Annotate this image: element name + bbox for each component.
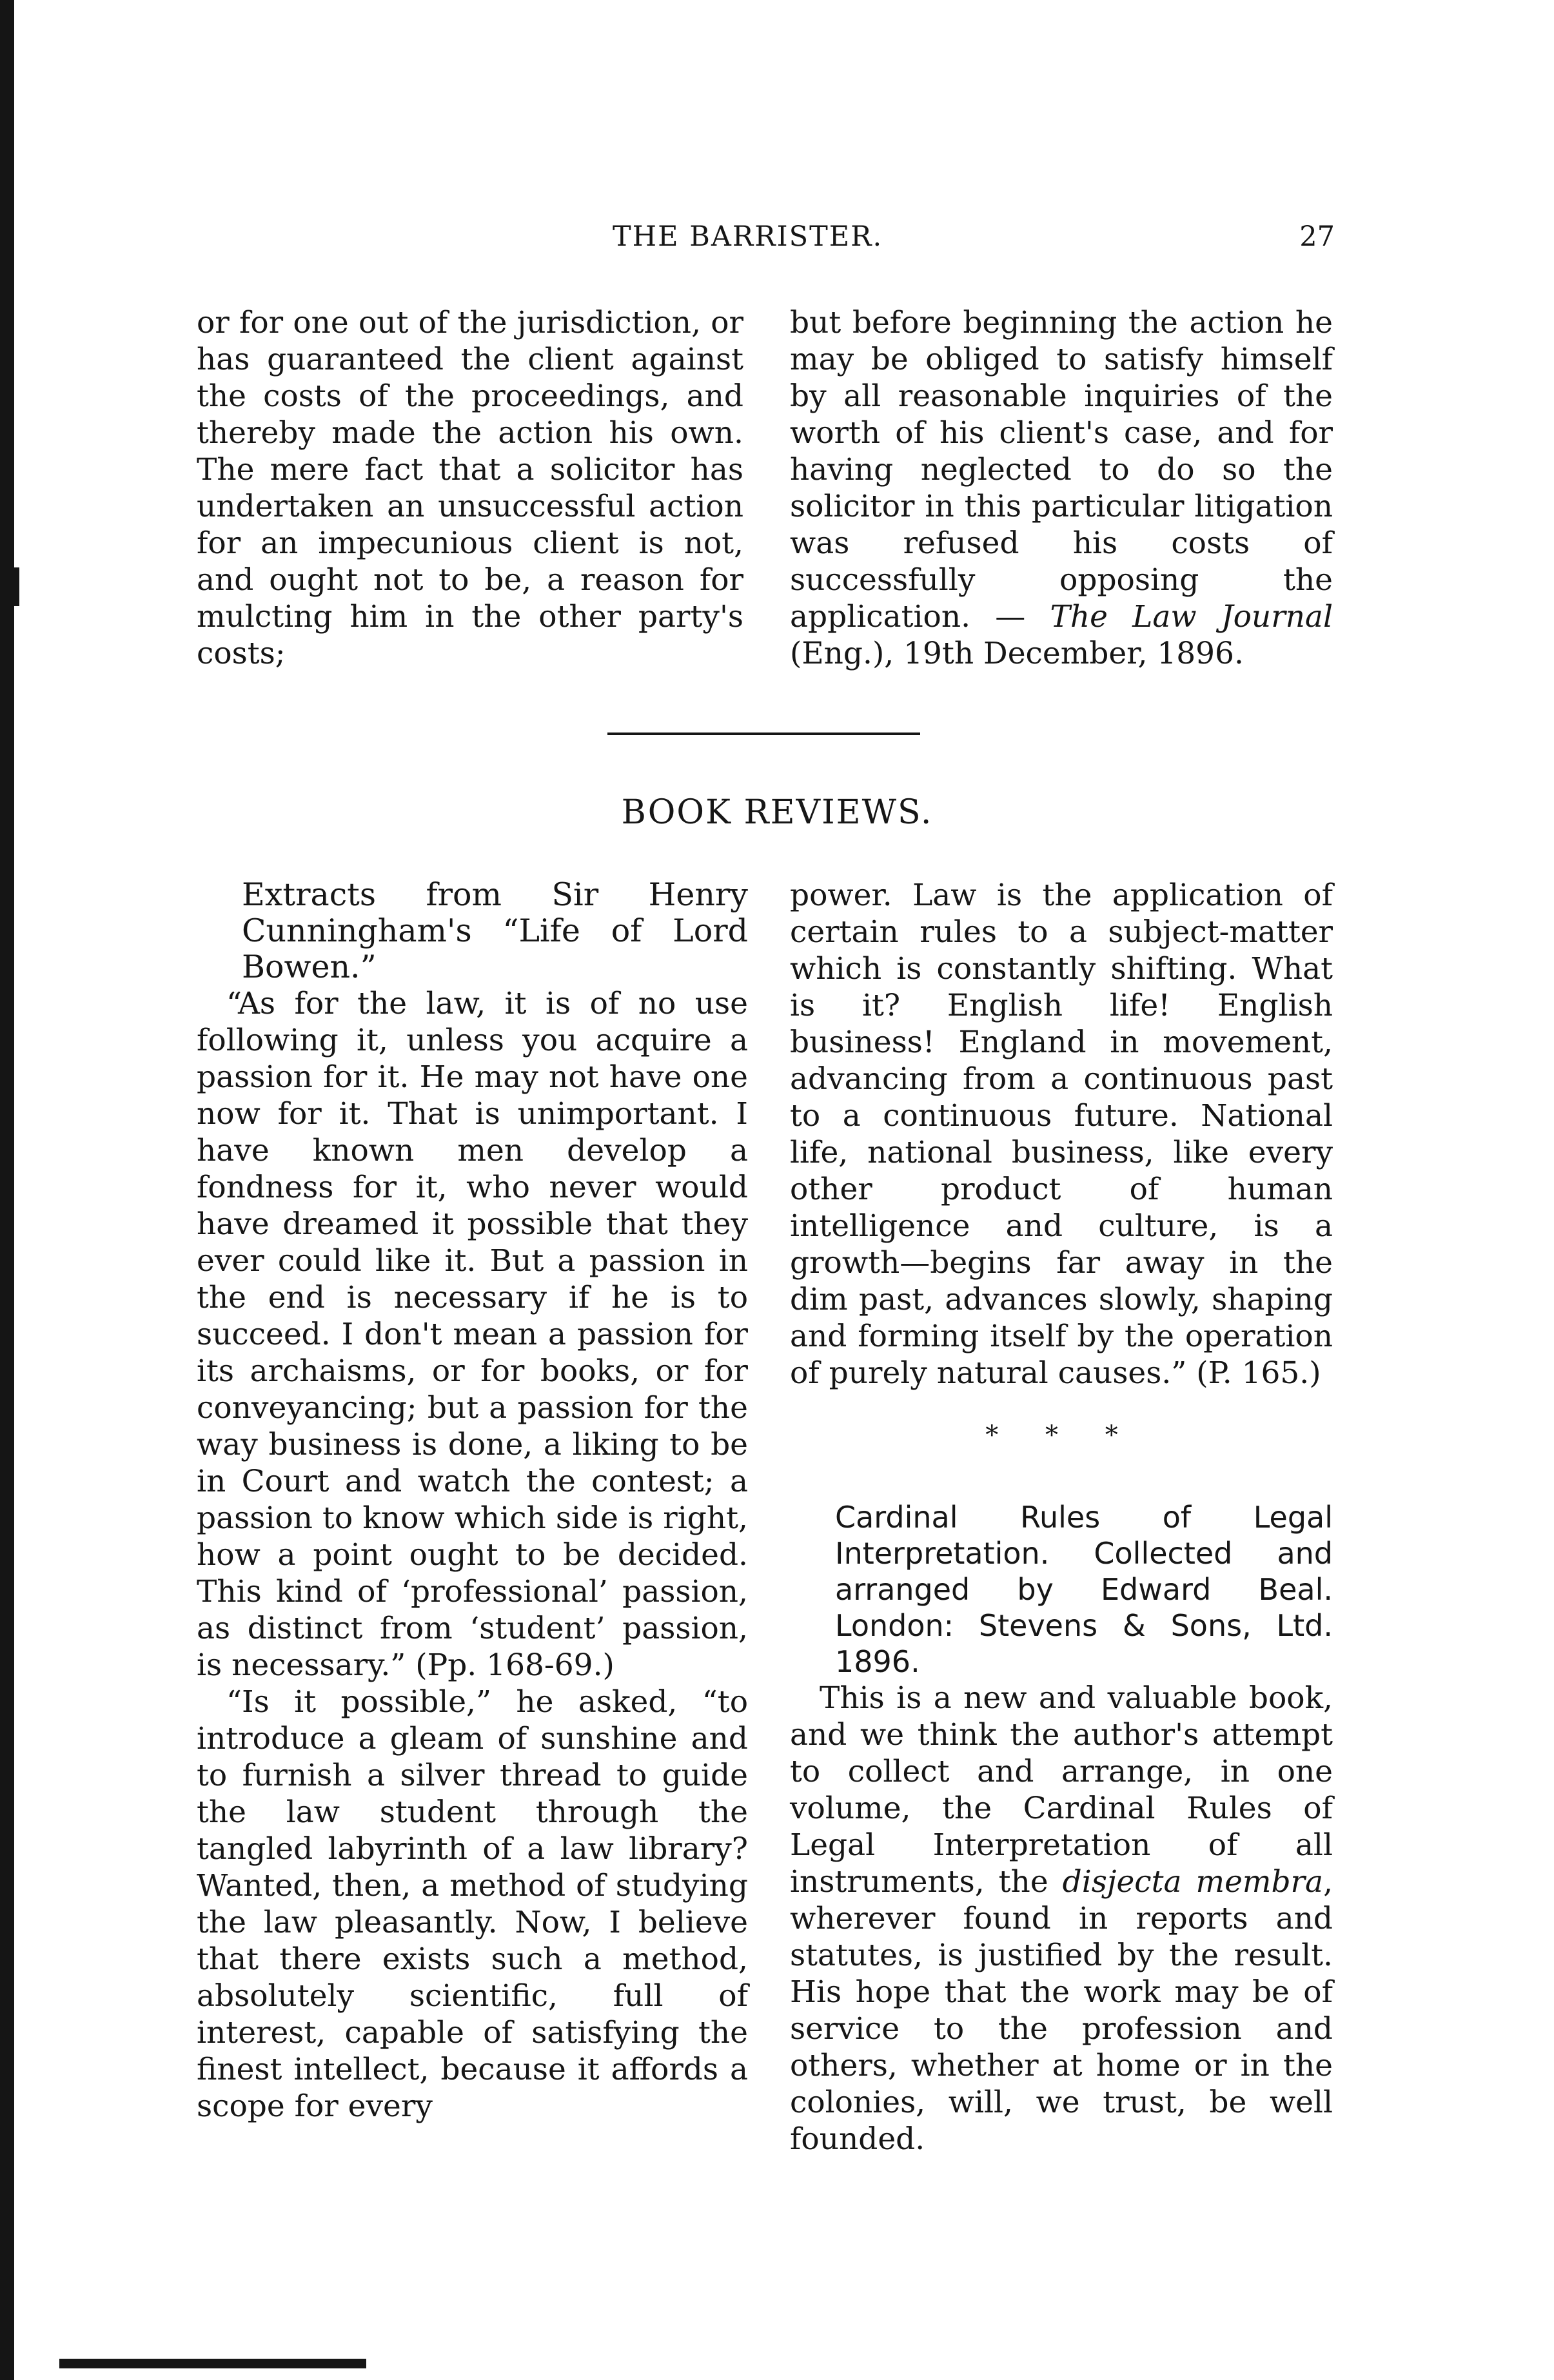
section-divider <box>607 733 920 735</box>
review-left-column <box>197 877 748 2125</box>
journal-title: THE BARRISTER. <box>613 221 883 253</box>
review1-paragraph-2: “Is it possible,” he asked, “to introduce a gleam of sunshine and to furnish a silver thread to guide the law student through the tangled labyrinth of a law library? Wanted, then, a method of studying the law pleasantly. Now, I believe that there exists such a method, absolutely scientific, full of interest, capable of satisfying the finest intellect, because it affords a scope for every <box>197 1684 748 2124</box>
scan-edge-mark <box>14 567 19 606</box>
review2-text-start: This is a new and valuable book, and we think the author's attempt to collect and arrange, in one volume, the Cardinal Rules of Legal Interpretation of all instruments, the <box>790 1680 1333 1900</box>
article-end-right-column <box>790 304 1333 672</box>
section-title: BOOK REVIEWS. <box>621 793 933 832</box>
review1-paragraph-1: “As for the law, it is of no use following it, unless you acquire a passion for it. He may not have one now for it. That is unimportant. I have known men develop a fondness for it, who never would have dreamed it possible that they ever could like it. But a passion in the end is necessary if he is to succeed. I don't mean a passion for its archaisms, or for books, or for conveyancing; but a passion for the way business is done, a liking to be in Court and watch the contest; a passion to know which side is right, how a point ought to be decided. This kind of ‘professional’ passion, as distinct from ‘student’ passion, is necessary.” (Pp. 168-69.) <box>197 986 748 1683</box>
article-source-date: (Eng.), 19th December, 1896. <box>790 636 1244 671</box>
review2-italic-phrase: disjecta membra <box>1062 1864 1324 1900</box>
running-header <box>200 221 1335 259</box>
scan-edge-bar <box>0 0 14 2380</box>
article-end-left-column <box>197 304 743 672</box>
article-end-left-text: or for one out of the jurisdiction, or has guaranteed the client against the costs of the proceedings, and thereby made the action his own. The mere fact that a solicitor has undertaken an unsuccessful action for an impecunious client is not, and ought not to be, a reason for mulcting him in the other party's costs; <box>197 305 743 671</box>
article-end-right-paragraph <box>790 304 1333 672</box>
page-number: 27 <box>1299 221 1335 253</box>
scan-bottom-mark <box>59 2359 366 2368</box>
review-right-column <box>790 877 1333 2158</box>
review1-heading: Extracts from Sir Henry Cunningham's “Life of Lord Bowen.” <box>242 876 748 985</box>
review2-heading: Cardinal Rules of Legal Interpretation. Collected and arranged by Edward Beal. London: Stevens & Sons, Ltd. 1896. <box>835 1500 1333 1679</box>
review-separator-stars: * * * <box>985 1421 1137 1450</box>
article-source: The Law Journal <box>1050 599 1333 634</box>
review2-text-end: , wherever found in reports and statutes, is justified by the result. His hope that the work may be of service to the profession and others, whether at home or in the colonies, will, we trust, be well founded. <box>790 1864 1333 2157</box>
article-end-right-text: but before beginning the action he may be obliged to satisfy himself by all reasonable inquiries of the worth of his client's case, and for having neglected to do so the solicitor in this particular litigation was refused his costs of successfully opposing the application. — <box>790 305 1333 634</box>
review2-paragraph <box>790 1680 1333 2158</box>
review1-paragraph-3: power. Law is the application of certain rules to a subject-matter which is constantly shifting. What is it? English life! English business! England in movement, advancing from a continuous past to a continuous future. National life, national business, like every other product of human intelligence and culture, is a growth—begins far away in the dim past, advances slowly, shaping and forming itself by the operation of purely natural causes.” (P. 165.) <box>790 878 1333 1391</box>
